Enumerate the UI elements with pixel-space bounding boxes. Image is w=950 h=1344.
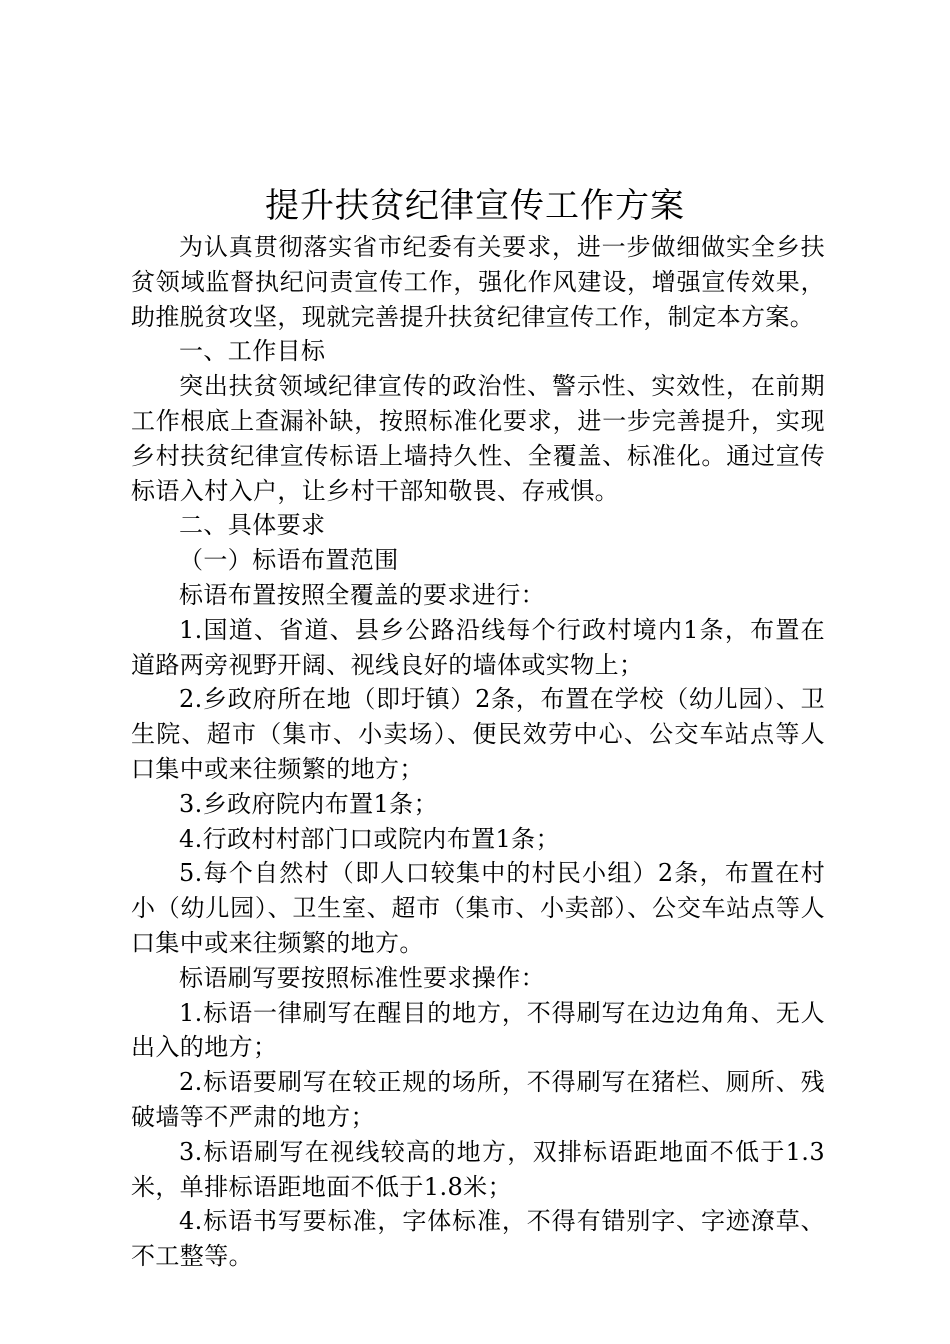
paragraph-intro: 为认真贯彻落实省市纪委有关要求，进一步做细做实全乡扶贫领域监督执纪问责宣传工作，强化作风建设，增强宣传效果，助推脱贫攻坚，现就完善提升扶贫纪律宣传工作，制定本方案。 — [131, 233, 825, 331]
document-title: 提升扶贫纪律宣传工作方案 — [265, 186, 685, 226]
list-item-painting-4: 4.标语书写要标准，字体标准，不得有错别字、字迹潦草、不工整等。 — [131, 1207, 825, 1271]
list-item-scope-4: 4.行政村村部门口或院内布置1条； — [179, 824, 560, 853]
list-item-painting-1: 1.标语一律刷写在醒目的地方，不得刷写在边边角角、无人出入的地方； — [131, 998, 825, 1062]
list-item-scope-5: 5.每个自然村（即人口较集中的村民小组）2条，布置在村小（幼儿园）、卫生室、超市（集市、小卖部）、公交车站点等人口集中或来往频繁的地方。 — [131, 859, 825, 957]
heading-specific-requirements: 二、具体要求 — [179, 511, 326, 540]
paragraph-painting-intro: 标语刷写要按照标准性要求操作： — [179, 963, 545, 992]
paragraph-work-goal: 突出扶贫领域纪律宣传的政治性、警示性、实效性，在前期工作根底上查漏补缺，按照标准化要求，进一步完善提升，实现乡村扶贫纪律宣传标语上墙持久性、全覆盖、标准化。通过宣传标语入村入户，让乡村干部知敬畏、存戒惧。 — [131, 372, 825, 505]
list-item-painting-3: 3.标语刷写在视线较高的地方，双排标语距地面不低于1.3米，单排标语距地面不低于1.8米； — [131, 1137, 825, 1201]
subheading-slogan-scope: （一）标语布置范围 — [179, 546, 399, 575]
paragraph-slogan-scope-intro: 标语布置按照全覆盖的要求进行： — [179, 580, 545, 609]
list-item-painting-2: 2.标语要刷写在较正规的场所，不得刷写在猪栏、厕所、残破墙等不严肃的地方； — [131, 1068, 825, 1131]
heading-work-goal: 一、工作目标 — [179, 337, 326, 366]
list-item-scope-3: 3.乡政府院内布置1条； — [179, 789, 438, 818]
list-item-scope-1: 1.国道、省道、县乡公路沿线每个行政村境内1条，布置在道路两旁视野开阔、视线良好的墙体或实物上； — [131, 615, 825, 679]
document-body — [131, 230, 825, 1274]
list-item-scope-2: 2.乡政府所在地（即圩镇）2条，布置在学校（幼儿园）、卫生院、超市（集市、小卖场）、便民效劳中心、公交车站点等人口集中或来往频繁的地方； — [131, 685, 825, 783]
